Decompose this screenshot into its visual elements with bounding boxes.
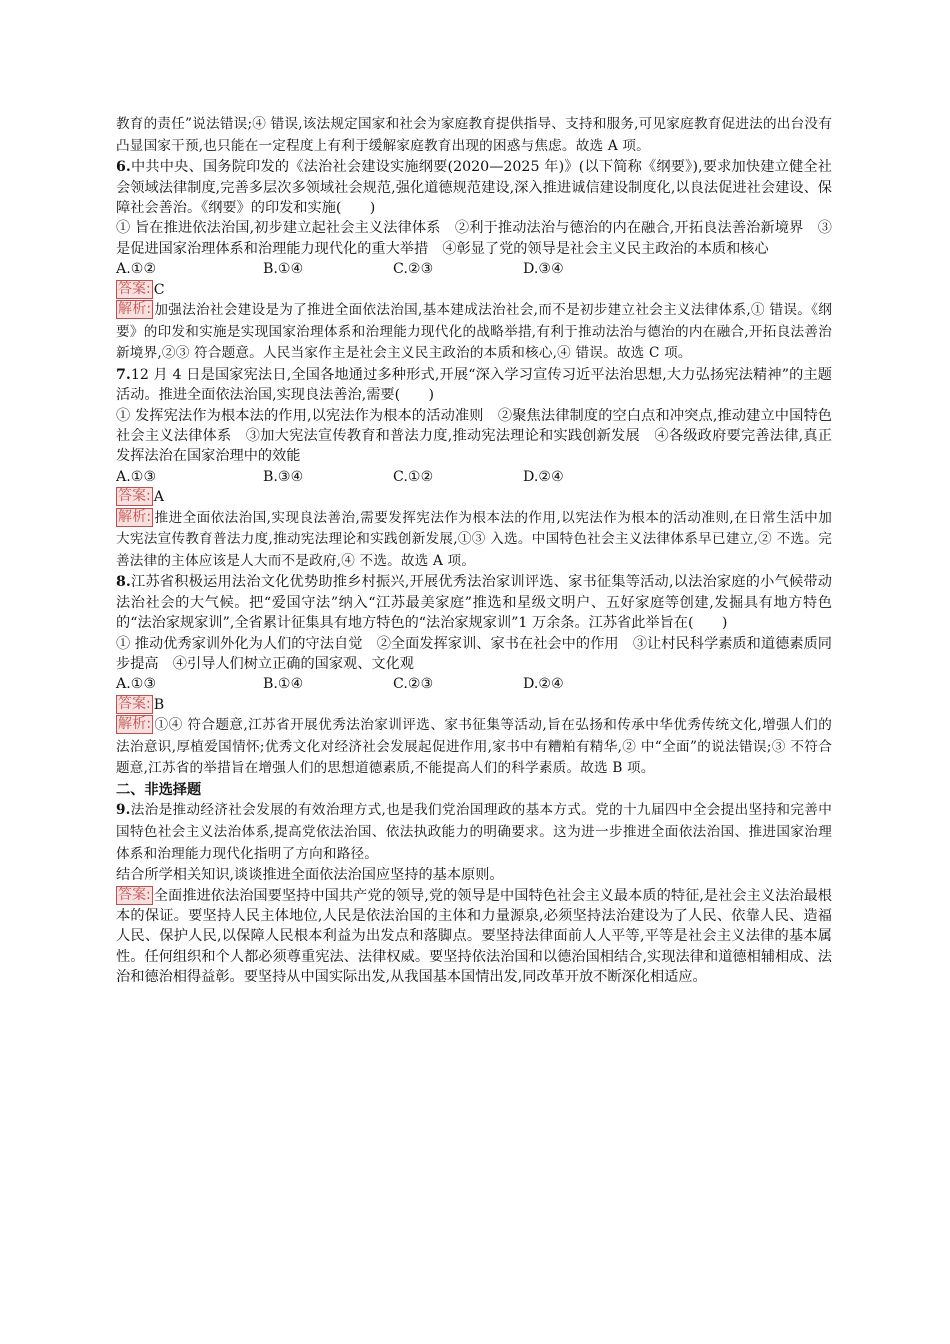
question-6-stem (116, 157, 832, 218)
option-b[interactable]: B.①④ (263, 261, 304, 278)
question-8-stem (116, 572, 832, 633)
question-7-statements: ① 发挥宪法作为根本法的作用,以宪法作为根本的活动准则 ②聚焦法律制度的空白点和冲突点,推动建立中国特色社会主义法律体系 ③加大宪法宣传教育和普法力度,推动宪法理论和实践创新发展 ④各级政府要完善法律,真正发挥法治在国家治理中的效能 (116, 407, 832, 465)
question-9 (116, 800, 832, 987)
question-8-analysis (116, 715, 832, 780)
question-9-stem-text: 法治是推动经济社会发展的有效治理方式,也是我们党治国理政的基本方式。党的十九届四中全会提出坚持和完善中国特色社会主义法治体系,提高党依法治国、依法执政能力的明确要求。这为进一步推进全面依法治国、推进国家治理体系和治理能力现代化指明了方向和路径。 (116, 802, 832, 862)
question-7-stem-text: 12 月 4 日是国家宪法日,全国各地通过多种形式,开展“深入学习宣传习近平法治思想,大力弘扬宪法精神”的主题活动。推进全面依法治国,实现良法善治,需要( ) (116, 366, 832, 404)
question-8-number: 8. (116, 574, 131, 591)
answer-value: C (153, 281, 165, 298)
analysis-tag: 解析: (118, 301, 152, 318)
option-d[interactable]: D.③④ (523, 261, 564, 278)
answer-value: B (153, 696, 165, 713)
option-d[interactable]: D.②④ (523, 676, 564, 693)
question-7-number: 7. (116, 366, 131, 383)
question-7-stem (116, 365, 832, 406)
question-8 (116, 572, 832, 780)
intro-paragraph: 教育的责任”说法错误;④ 错误,该法规定国家和社会为家庭教育提供指导、支持和服务,可见家庭教育促进法的出台没有凸显国家干预,也只能在一定程度上有利于缓解家庭教育出现的困惑与焦虑。故选 A 项。 (116, 116, 832, 154)
option-c[interactable]: C.②③ (393, 261, 434, 278)
question-6-options (116, 259, 832, 279)
option-b[interactable]: B.③④ (263, 468, 304, 485)
section-heading: 二、非选择题 (116, 782, 202, 799)
option-c[interactable]: C.②③ (393, 676, 434, 693)
answer-text: 全面推进依法治国要坚持中国共产党的领导,党的领导是中国特色社会主义最本质的特征,是社会主义法治最根本的保证。要坚持人民主体地位,人民是依法治国的主体和力量源泉,必须坚持法治建设为了人民、依靠人民、造福人民、保护人民,以保障人民根本利益为出发点和落脚点。要坚持法律面前人人平等,平等是社会主义法律的基本属性。任何组织和个人都必须尊重宪法、法律权威。要坚持依法治国和以德治国相结合,实现法律和道德相辅相成、法治和德治相得益彰。要坚持从中国实际出发,从我国基本国情出发,同改革开放不断深化相适应。 (116, 887, 832, 986)
answer-tag: 答案: (118, 280, 151, 297)
option-b[interactable]: B.①④ (263, 676, 304, 693)
question-6 (116, 157, 832, 365)
question-6-answer (116, 280, 832, 300)
answer-value: A (153, 489, 164, 506)
option-d[interactable]: D.②④ (523, 468, 564, 485)
answer-tag: 答案: (118, 488, 151, 505)
question-9-prompt: 结合所学相关知识,谈谈推进全面依法治国应坚持的基本原则。 (116, 867, 504, 884)
question-9-answer (116, 886, 832, 988)
question-6-number: 6. (116, 159, 131, 176)
option-a[interactable]: A.①② (116, 261, 157, 278)
question-7 (116, 365, 832, 573)
question-9-stem (116, 800, 832, 865)
analysis-text: 推进全面依法治国,实现良法善治,需要发挥宪法作为根本法的作用,以宪法作为根本的活动准则,在日常生活中加大宪法宣传教育普法力度,推动宪法理论和实践创新发展,①③ 入选。中国特色社会主义法律体系早已建立,② 不选。完善法律的主体应该是人大而不是政府,④ 不选。故选 A 项。 (116, 509, 832, 569)
question-7-answer (116, 487, 832, 507)
analysis-tag: 解析: (118, 508, 152, 525)
question-7-options (116, 467, 832, 487)
question-6-stem-text: 中共中央、国务院印发的《法治社会建设实施纲要(2020—2025 年)》(以下简称《纲要》),要求加快建立健全社会领域法律制度,完善多层次多领域社会规范,强化道德规范建设,深入推进诚信建设制度化,以良法促进社会建设、保障社会善治。《纲要》的印发和实施( ) (116, 159, 832, 216)
question-8-options (116, 674, 832, 694)
analysis-text: ①④ 符合题意,江苏省开展优秀法治家训评选、家书征集等活动,旨在弘扬和传承中华优秀传统文化,增强人们的法治意识,厚植爱国情怀;优秀文化对经济社会发展起促进作用,家书中有糟粕有精华,② 中“全面”的说法错误;③ 不符合题意,江苏省的举措旨在增强人们的思想道德素质,不能提高人们的科学素质。故选 B 项。 (116, 717, 832, 777)
question-8-answer (116, 695, 832, 715)
analysis-tag: 解析: (118, 716, 152, 733)
question-8-statements: ① 推动优秀家训外化为人们的守法自觉 ②全面发挥家训、家书在社会中的作用 ③让村民科学素质和道德素质同步提高 ④引导人们树立正确的国家观、文化观 (116, 635, 832, 673)
question-9-number: 9. (116, 802, 131, 819)
question-6-statements: ① 旨在推进依法治国,初步建立起社会主义法律体系 ②利于推动法治与德治的内在融合,开拓良法善治新境界 ③是促进国家治理体系和治理能力现代化的重大举措 ④彰显了党的领导是社会主义民主政治的本质和核心 (116, 220, 832, 257)
option-c[interactable]: C.①② (393, 468, 434, 485)
answer-tag: 答案: (118, 695, 151, 712)
question-7-analysis (116, 508, 832, 573)
question-6-analysis (116, 300, 832, 365)
analysis-text: 加强法治社会建设是为了推进全面依法治国,基本建成法治社会,而不是初步建立社会主义法律体系,① 错误。《纲要》的印发和实施是实现国家治理体系和治理能力现代化的战略举措,有利于推动法治与德治的内在融合,开拓良法善治新境界,②③ 符合题意。人民当家作主是社会主义民主政治的本质和核心,④ 错误。故选 C 项。 (116, 302, 832, 362)
option-a[interactable]: A.①③ (116, 468, 157, 485)
document-page (116, 114, 832, 988)
option-a[interactable]: A.①③ (116, 676, 157, 693)
question-8-stem-text: 江苏省积极运用法治文化优势助推乡村振兴,开展优秀法治家训评选、家书征集等活动,以法治家庭的小气候带动法治社会的大气候。把“爱国守法”纳入“江苏最美家庭”推选和星级文明户、五好家庭等创建,发掘具有地方特色的“法治家规家训”,全省累计征集具有地方特色的“法治家规家训”1 万余条。江苏省此举旨在( ) (116, 574, 832, 632)
answer-tag: 答案: (118, 886, 151, 903)
